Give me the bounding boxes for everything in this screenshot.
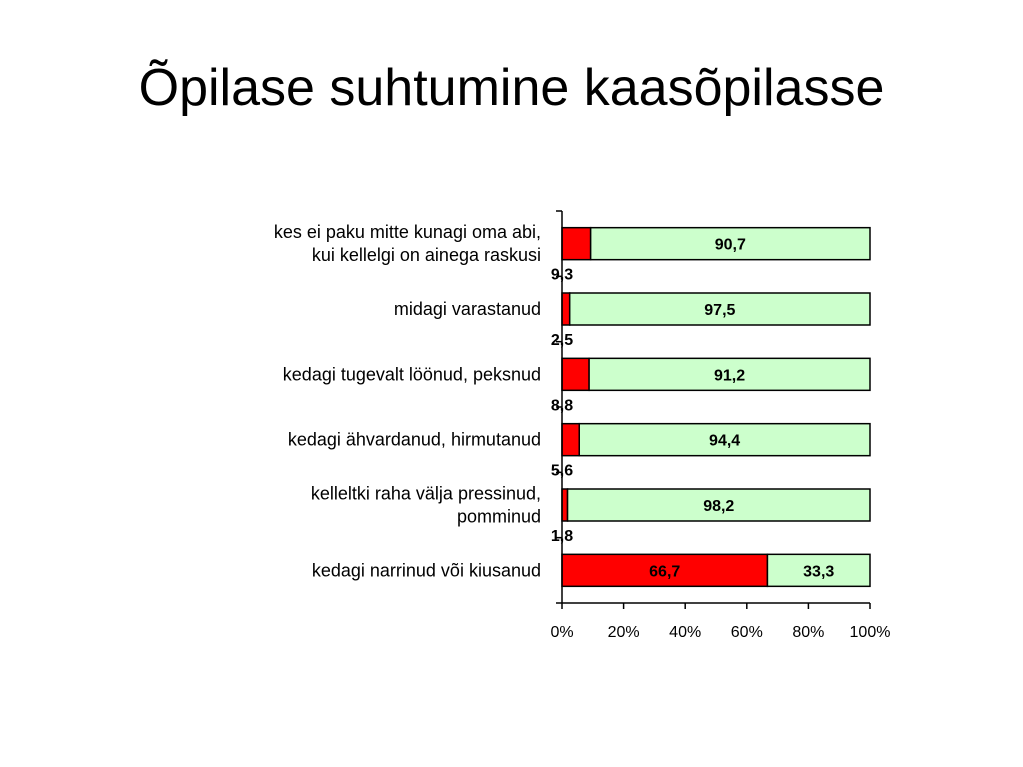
data-label-series-b-5: 33,3 — [803, 563, 835, 581]
data-label-series-b-2: 91,2 — [713, 367, 746, 385]
data-label-series-a-0: 9,3 — [550, 266, 574, 284]
x-tick-label-3: 60% — [730, 624, 763, 641]
data-label-series-a-3: 5,6 — [550, 462, 574, 480]
x-tick-label-5: 100% — [849, 624, 891, 641]
data-label-series-b-0: 90,7 — [714, 236, 746, 254]
data-label-series-a-4: 1,8 — [550, 528, 574, 545]
category-label-2-0: kedagi tugevalt löönud, peksnud — [282, 364, 541, 385]
bars-group — [562, 228, 870, 587]
data-label-series-b-1: 97,5 — [704, 302, 736, 319]
x-tick-label-0: 0% — [550, 624, 574, 641]
category-label-0-0: kes ei paku mitte kunagi oma abi, — [273, 222, 541, 243]
category-label-0-1: kui kellelgi on ainega raskusi — [311, 245, 541, 266]
data-label-series-a-2: 8,8 — [550, 397, 574, 415]
category-label-4-0: kelleltki raha välja pressinud, — [310, 483, 541, 504]
bar-series-a-0 — [562, 228, 591, 260]
data-label-series-b-3: 94,4 — [709, 432, 741, 450]
bar-series-a-4 — [562, 489, 568, 521]
x-tick-label-4: 80% — [792, 624, 825, 641]
data-label-series-a-1: 2,5 — [550, 332, 574, 349]
labels-group — [274, 222, 835, 580]
bar-series-a-2 — [562, 358, 589, 390]
bar-series-a-3 — [562, 424, 579, 456]
data-label-series-b-4: 98,2 — [703, 498, 735, 515]
category-label-3-0: kedagi ähvardanud, hirmutanud — [287, 429, 541, 450]
x-tick-label-2: 40% — [669, 624, 702, 641]
bar-series-a-1 — [562, 293, 570, 325]
category-label-5-0: kedagi narrinud või kiusanud — [311, 560, 541, 581]
category-label-1-0: midagi varastanud — [393, 299, 541, 319]
category-label-4-1: pomminud — [456, 506, 541, 527]
slide-title: Õpilase suhtumine kaasõpilasse — [138, 59, 885, 117]
data-label-series-a-5: 66,7 — [649, 563, 681, 581]
x-tick-label-1: 20% — [607, 624, 640, 641]
